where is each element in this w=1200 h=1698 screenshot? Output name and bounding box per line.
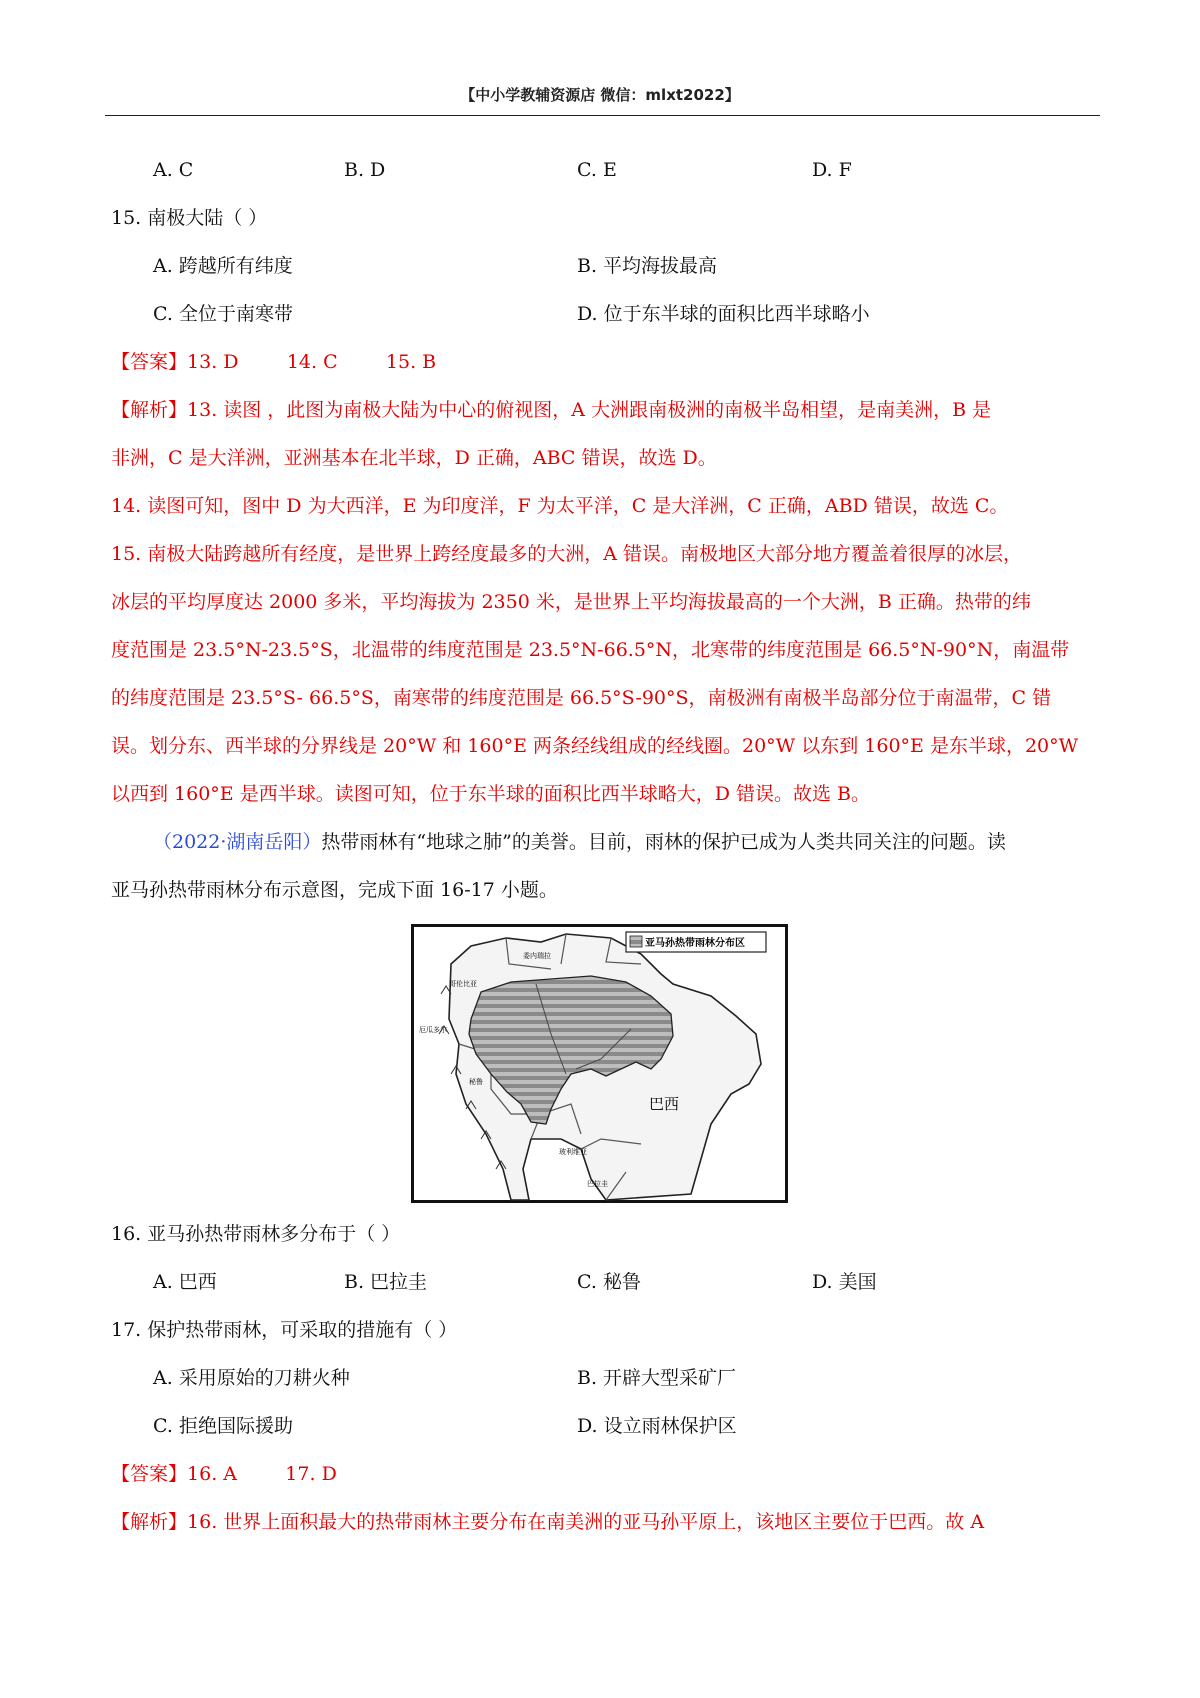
- answer-text: 16. A 17. D: [187, 1463, 337, 1485]
- q17-option-d: D. 设立雨林保护区: [577, 1415, 737, 1437]
- q16-option-b: B. 巴拉圭: [344, 1271, 428, 1293]
- answer-label: 【答案】: [111, 1463, 188, 1485]
- analysis2-line-1: 【解析】16. 世界上面积最大的热带雨林主要分布在南美洲的亚马孙平原上，该地区主要位于巴西。故 A: [111, 1511, 985, 1533]
- analysis-line-5: 冰层的平均厚度达 2000 多米，平均海拔为 2350 米，是世界上平均海拔最高的一个大洲，B 正确。热带的纬: [111, 591, 1031, 613]
- q17-option-b: B. 开辟大型采矿厂: [577, 1367, 737, 1389]
- label-colombia: 哥伦比亚: [449, 980, 477, 988]
- legend-text: 亚马孙热带雨林分布区: [645, 938, 745, 949]
- analysis-line-3: 14. 读图可知，图中 D 为大西洋，E 为印度洋，F 为太平洋，C 是大洋洲，C 正确，ABD 错误，故选 C。: [111, 495, 1009, 517]
- answer-text: 13. D 14. C 15. B: [187, 351, 437, 373]
- label-bolivia: 玻利维亚: [559, 1148, 587, 1156]
- analysis-line-2: 非洲，C 是大洋洲，亚洲基本在北半球，D 正确，ABC 错误，故选 D。: [111, 447, 717, 469]
- analysis-line-8: 误。划分东、西半球的分界线是 20°W 和 160°E 两条经线组成的经线圈。20°W 以东到 160°E 是东半球，20°W: [111, 735, 1079, 757]
- analysis-line-9: 以西到 160°E 是西半球。读图可知，位于东半球的面积比西半球略大，D 错误。故选 B。: [111, 783, 870, 805]
- legend-swatch: [630, 936, 642, 947]
- q16-option-a: A. 巴西: [153, 1271, 217, 1293]
- q15-option-a: A. 跨越所有纬度: [153, 255, 293, 277]
- analysis-line-7: 的纬度范围是 23.5°S- 66.5°S，南寒带的纬度范围是 66.5°S-90°S，南极洲有南极半岛部分位于南温带，C 错: [111, 687, 1052, 709]
- label-venezuela: 委内瑞拉: [523, 952, 551, 960]
- answer-block-1: [111, 350, 436, 374]
- q14-option-a: A. C: [153, 159, 194, 181]
- analysis-line-1: 【解析】13. 读图 ，此图为南极大陆为中心的俯视图，A 大洲跟南极洲的南极半岛相望，是南美洲，B 是: [111, 399, 992, 421]
- q16-option-d: D. 美国: [812, 1271, 877, 1293]
- q14-option-d: D. F: [812, 159, 852, 181]
- answer-block-2: [111, 1462, 337, 1486]
- analysis-label: 【解析】: [111, 399, 188, 421]
- label-ecuador: 厄瓜多尔: [419, 1026, 447, 1034]
- q15-stem: 15. 南极大陆（ ）: [111, 207, 268, 229]
- page-header: 【中小学教辅资源店 微信：mlxt2022】: [460, 86, 740, 104]
- q15-option-d: D. 位于东半球的面积比西半球略小: [577, 303, 870, 325]
- q14-option-c: C. E: [577, 159, 617, 181]
- label-paraguay: 巴拉圭: [587, 1180, 608, 1188]
- q17-option-c: C. 拒绝国际援助: [153, 1415, 293, 1437]
- analysis-line-4: 15. 南极大陆跨越所有经度，是世界上跨经度最多的大洲，A 错误。南极地区大部分地方覆盖着很厚的冰层，: [111, 543, 1023, 565]
- label-peru: 秘鲁: [469, 1078, 483, 1086]
- header-divider: [105, 115, 1100, 116]
- analysis-line-6: 度范围是 23.5°N-23.5°S，北温带的纬度范围是 23.5°N-66.5°N，北寒带的纬度范围是 66.5°N-90°N，南温带: [111, 639, 1070, 661]
- q14-option-b: B. D: [344, 159, 386, 181]
- amazon-rainforest-map: [411, 924, 788, 1203]
- q17-stem: 17. 保护热带雨林，可采取的措施有（ ）: [111, 1319, 458, 1341]
- analysis-label: 【解析】: [111, 1511, 188, 1533]
- intro-line-1: （2022·湖南岳阳）热带雨林有“地球之肺”的美誉。目前，雨林的保护已成为人类共同关注的问题。读: [153, 831, 1006, 853]
- q15-option-b: B. 平均海拔最高: [577, 255, 718, 277]
- q17-option-a: A. 采用原始的刀耕火种: [153, 1367, 350, 1389]
- q15-option-c: C. 全位于南寒带: [153, 303, 293, 325]
- intro-line-2: 亚马孙热带雨林分布示意图，完成下面 16-17 小题。: [111, 879, 558, 901]
- label-brazil: 巴西: [649, 1095, 680, 1113]
- answer-label: 【答案】: [111, 351, 188, 373]
- source-tag: （2022·湖南岳阳）: [153, 831, 322, 853]
- q16-stem: 16. 亚马孙热带雨林多分布于（ ）: [111, 1223, 401, 1245]
- q16-option-c: C. 秘鲁: [577, 1271, 641, 1293]
